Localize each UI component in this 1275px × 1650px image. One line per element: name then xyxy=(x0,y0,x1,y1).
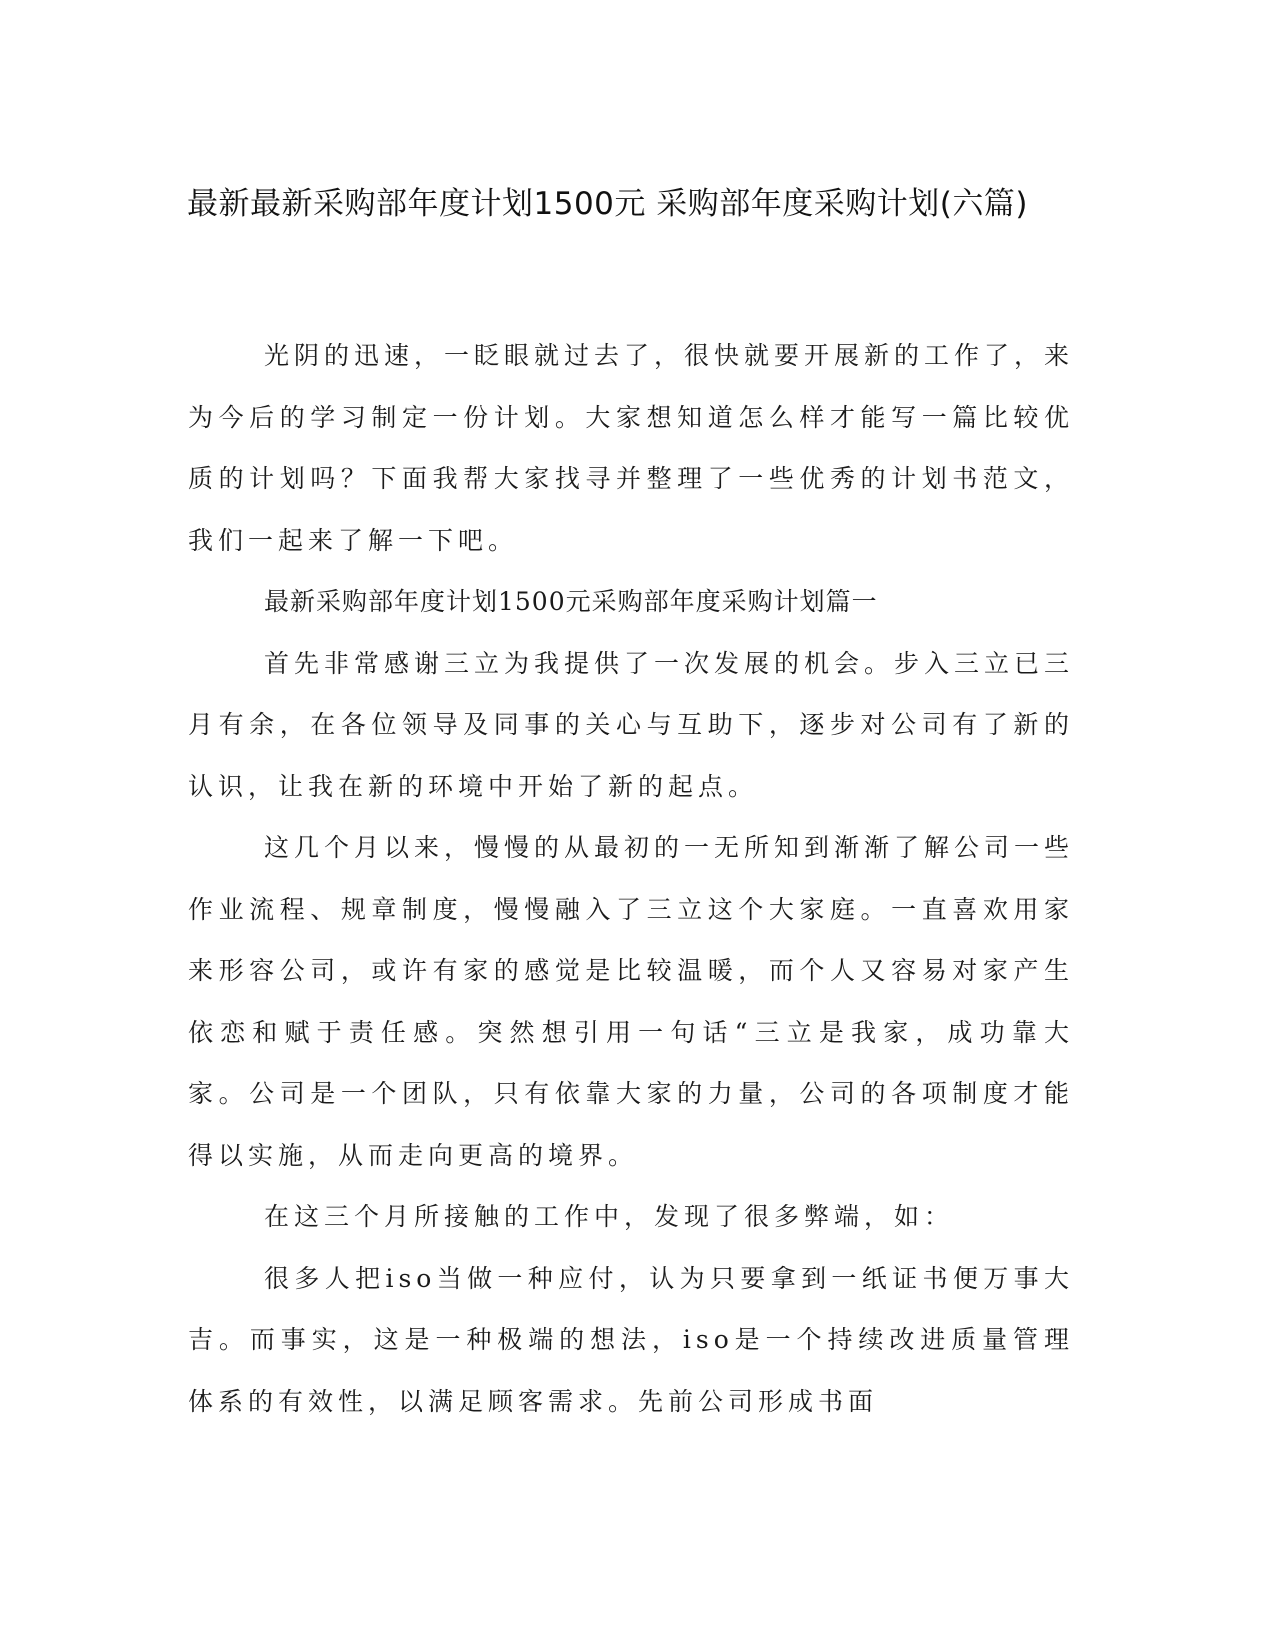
section-heading: 最新采购部年度计划1500元采购部年度采购计划篇一 xyxy=(264,587,878,616)
paragraph: 很多人把iso当做一种应付，认为只要拿到一纸证书便万事大吉。而事实，这是一种极端的想法，iso是一个持续改进质量管理体系的有效性，以满足顾客需求。先前公司形成书面 xyxy=(188,1263,1074,1416)
paragraph: 在这三个月所接触的工作中，发现了很多弊端，如： xyxy=(264,1202,955,1231)
document-title: 最新最新采购部年度计划1500元 采购部年度采购计划(六篇) xyxy=(187,186,1028,222)
paragraph: 这几个月以来，慢慢的从最初的一无所知到渐渐了解公司一些作业流程、规章制度，慢慢融入了三立这个大家庭。一直喜欢用家来形容公司，或许有家的感觉是比较温暖，而个人又容易对家产生依恋和赋于责任感。突然想引用一句话“三立是我家，成功靠大家。公司是一个团队，只有依靠大家的力量，公司的各项制度才能得以实施，从而走向更高的境界。 xyxy=(188,833,1075,1170)
document-body xyxy=(188,325,1074,1432)
paragraph: 首先非常感谢三立为我提供了一次发展的机会。步入三立已三月有余，在各位领导及同事的关心与互助下，逐步对公司有了新的认识，让我在新的环境中开始了新的起点。 xyxy=(188,648,1075,801)
paragraph-intro: 光阴的迅速，一眨眼就过去了，很快就要开展新的工作了，来为今后的学习制定一份计划。大家想知道怎么样才能写一篇比较优质的计划吗？下面我帮大家找寻并整理了一些优秀的计划书范文，我们一起来了解一下吧。 xyxy=(188,341,1075,555)
